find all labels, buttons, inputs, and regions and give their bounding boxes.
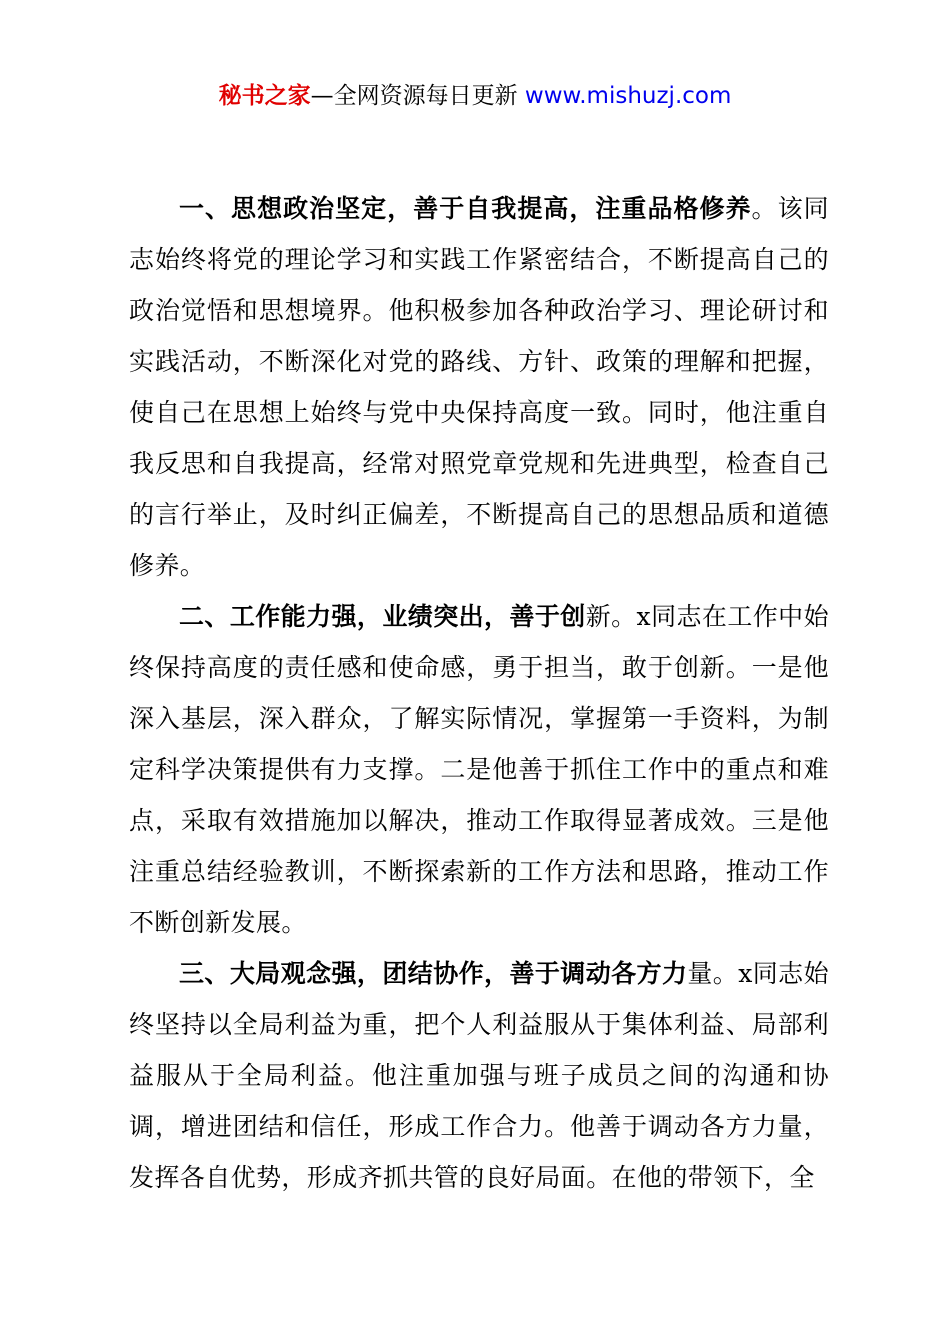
paragraph-1-heading: 一、思想政治坚定，善于自我提高，注重品格修养	[179, 194, 752, 223]
paragraph-1-text: 。该同志始终将党的理论学习和实践工作紧密结合，不断提高自己的政治觉悟和思想境界。他积极参加各种政治学习、理论研讨和实践活动，不断深化对党的路线、方针、政策的理解和把握，使自己在思想上始终与党中央保持高度一致。同时，他注重自我反思和自我提高，经常对照党章党规和先进典型，检查自己的言行举止，及时纠正偏差，不断提高自己的思想品质和道德修养。	[129, 194, 829, 580]
paragraph-2-text: 新。x同志在工作中始终保持高度的责任感和使命感，勇于担当，敢于创新。一是他深入基层，深入群众，了解实际情况，掌握第一手资料，为制定科学决策提供有力支撑。二是他善于抓住工作中的重点和难点，采取有效措施加以解决，推动工作取得显著成效。三是他注重总结经验教训，不断探索新的工作方法和思路，推动工作不断创新发展。	[129, 602, 829, 937]
paragraph-2-heading: 二、工作能力强，业绩突出，善于创	[179, 602, 586, 631]
site-brand: 秘书之家	[218, 83, 311, 109]
site-url-link[interactable]: www.mishuzj.com	[524, 83, 732, 109]
paragraph-3	[129, 948, 829, 1203]
paragraph-1	[129, 183, 829, 591]
paragraph-2	[129, 591, 829, 948]
site-tagline: —全网资源每日更新	[310, 83, 525, 109]
paragraph-3-heading: 三、大局观念强，团结协作，善于调动各方力	[179, 959, 688, 988]
paragraph-3-text: 量。x同志始终坚持以全局利益为重，把个人利益服从于集体利益、局部利益服从于全局利益。他注重加强与班子成员之间的沟通和协调，增进团结和信任，形成工作合力。他善于调动各方力量，发挥各自优势，形成齐抓共管的良好局面。在他的带领下，全	[129, 959, 829, 1192]
site-header	[0, 80, 950, 112]
document-body	[129, 183, 829, 1203]
